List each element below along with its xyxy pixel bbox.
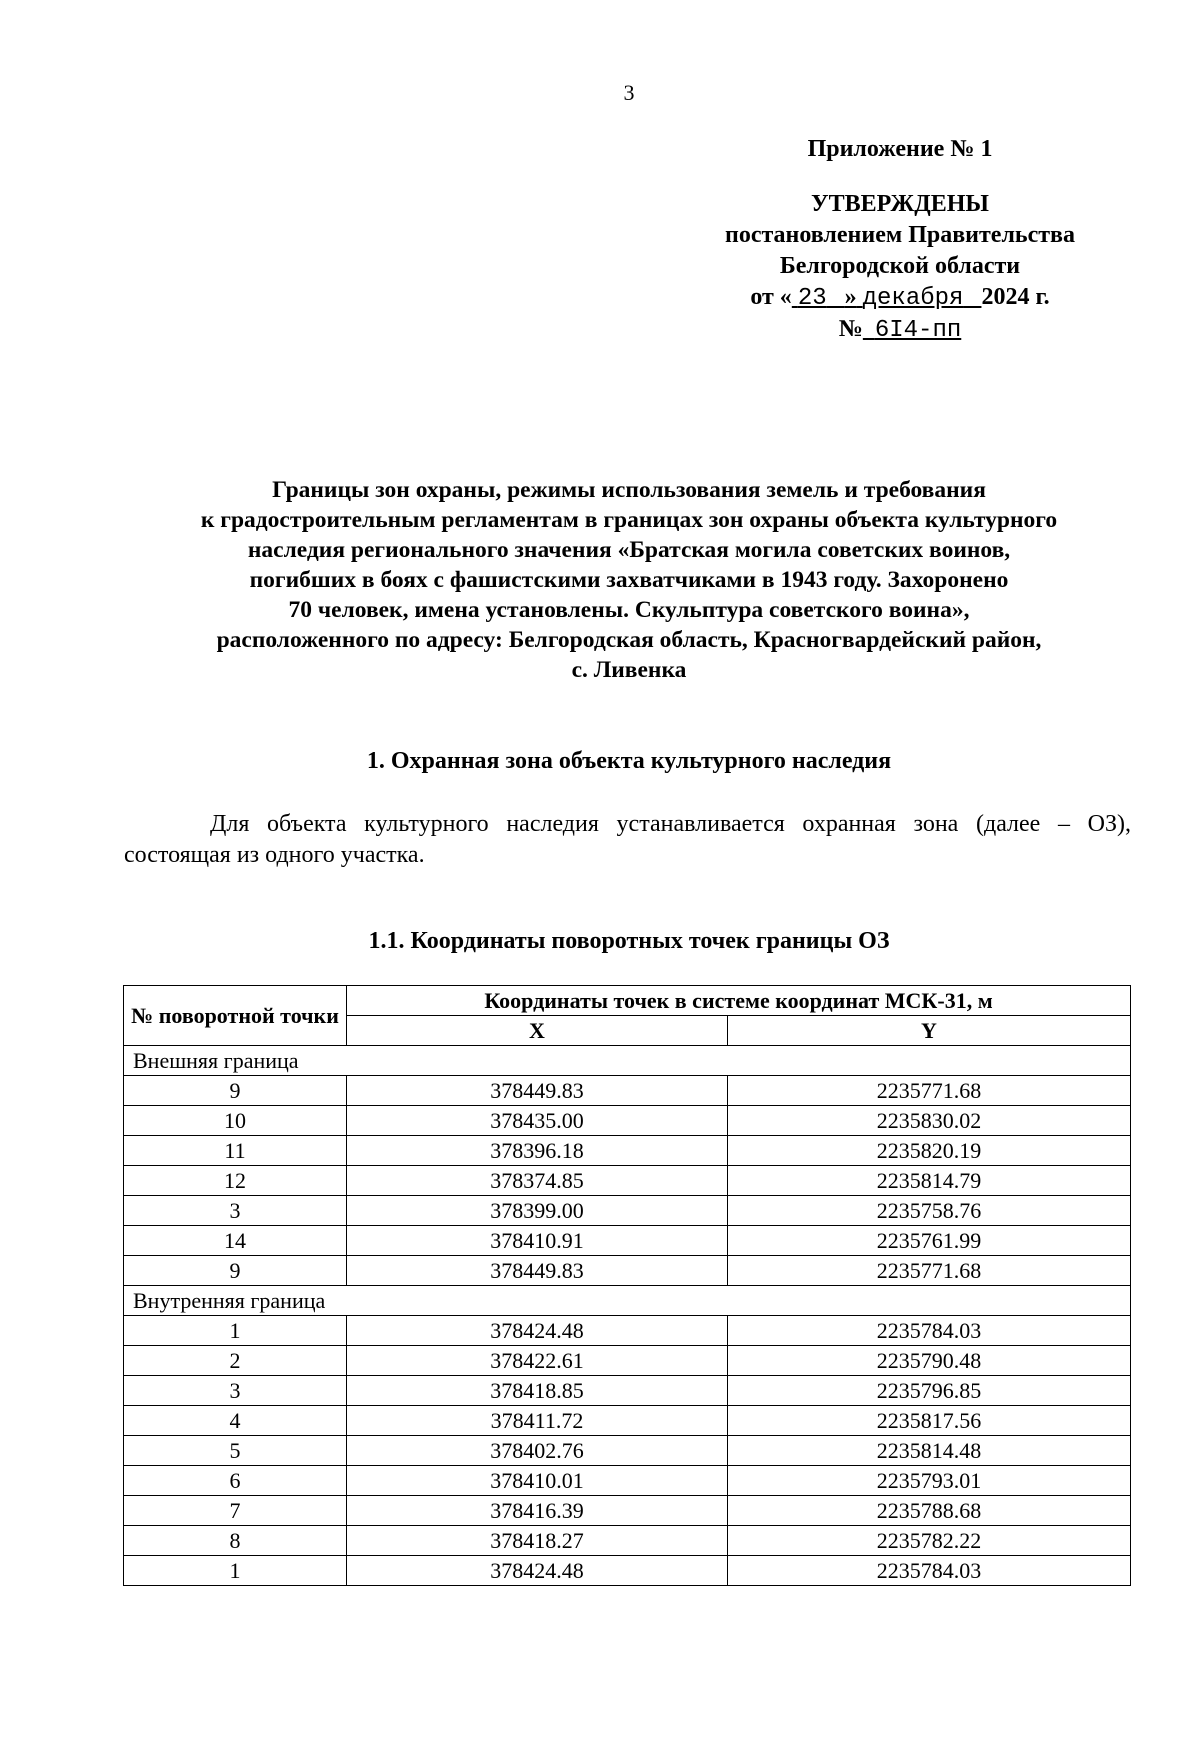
y-coordinate-cell: 2235771.68: [728, 1256, 1131, 1286]
x-coordinate-cell: 378424.48: [347, 1316, 728, 1346]
table-row: [124, 1376, 1131, 1406]
table-group-row: [124, 1286, 1131, 1316]
date-day-field: [792, 284, 982, 310]
body-paragraph: Для объекта культурного наследия устанавливается охранная зона (далее – ОЗ), состоящая из одного участка.: [124, 811, 1131, 868]
table-row: [124, 1076, 1131, 1106]
coordinates-table-body: [124, 1046, 1131, 1586]
point-number-cell: 6: [124, 1466, 347, 1496]
x-coordinate-cell: 378449.83: [347, 1076, 728, 1106]
table-row: [124, 1256, 1131, 1286]
header-y: Y: [728, 1016, 1131, 1046]
y-coordinate-cell: 2235814.48: [728, 1436, 1131, 1466]
approval-number: [680, 314, 1120, 346]
x-coordinate-cell: 378416.39: [347, 1496, 728, 1526]
point-number-cell: 9: [124, 1076, 347, 1106]
subsection-title: 1.1. Координаты поворотных точек границы ОЗ: [368, 928, 890, 954]
header-x: X: [347, 1016, 728, 1046]
coordinates-table: [123, 985, 1131, 1586]
y-coordinate-cell: 2235830.02: [728, 1106, 1131, 1136]
page-number: 3: [623, 80, 635, 105]
annex-label: Приложение № 1: [807, 136, 993, 162]
x-coordinate-cell: 378402.76: [347, 1436, 728, 1466]
point-number-cell: 3: [124, 1196, 347, 1226]
x-coordinate-cell: 378410.91: [347, 1226, 728, 1256]
point-number-cell: 10: [124, 1106, 347, 1136]
number-value: 6I4-пп: [874, 317, 962, 344]
title-line: погибших в боях с фашистскими захватчиками в 1943 году. Захоронено: [249, 567, 1009, 593]
y-coordinate-cell: 2235761.99: [728, 1226, 1131, 1256]
title-line: расположенного по адресу: Белгородская область, Красногвардейский район,: [216, 627, 1042, 653]
point-number-cell: 3: [124, 1376, 347, 1406]
table-row: [124, 1556, 1131, 1586]
date-quote-close: »: [844, 284, 857, 310]
title-line: 70 человек, имена установлены. Скульптура советского воина»,: [288, 597, 970, 623]
group-label: Внешняя граница: [124, 1046, 1131, 1076]
table-group-row: [124, 1046, 1131, 1076]
x-coordinate-cell: 378418.27: [347, 1526, 728, 1556]
approved-label: УТВЕРЖДЕНЫ: [811, 191, 989, 217]
approval-block: [680, 134, 1120, 346]
y-coordinate-cell: 2235782.22: [728, 1526, 1131, 1556]
date-month: декабря: [862, 285, 964, 312]
y-coordinate-cell: 2235771.68: [728, 1076, 1131, 1106]
table-row: [124, 1526, 1131, 1556]
point-number-cell: 7: [124, 1496, 347, 1526]
x-coordinate-cell: 378422.61: [347, 1346, 728, 1376]
y-coordinate-cell: 2235784.03: [728, 1556, 1131, 1586]
point-number-cell: 11: [124, 1136, 347, 1166]
y-coordinate-cell: 2235793.01: [728, 1466, 1131, 1496]
title-line: к градостроительным регламентам в границах зон охраны объекта культурного: [200, 507, 1058, 533]
y-coordinate-cell: 2235814.79: [728, 1166, 1131, 1196]
approval-date: [680, 282, 1120, 314]
y-coordinate-cell: 2235820.19: [728, 1136, 1131, 1166]
header-coordinates: Координаты точек в системе координат МСК-31, м: [347, 986, 1131, 1016]
x-coordinate-cell: 378374.85: [347, 1166, 728, 1196]
point-number-cell: 14: [124, 1226, 347, 1256]
table-row: [124, 1106, 1131, 1136]
x-coordinate-cell: 378411.72: [347, 1406, 728, 1436]
x-coordinate-cell: 378399.00: [347, 1196, 728, 1226]
point-number-cell: 8: [124, 1526, 347, 1556]
approved-by-line1: постановлением Правительства: [724, 222, 1075, 248]
number-prefix: №: [838, 316, 863, 342]
y-coordinate-cell: 2235784.03: [728, 1316, 1131, 1346]
y-coordinate-cell: 2235796.85: [728, 1376, 1131, 1406]
number-field: [863, 316, 961, 342]
document-title: [118, 475, 1140, 685]
title-line: Границы зон охраны, режимы использования земель и требования: [272, 477, 986, 503]
table-row: [124, 1226, 1131, 1256]
point-number-cell: 2: [124, 1346, 347, 1376]
point-number-cell: 4: [124, 1406, 347, 1436]
header-point-number: № поворотной точки: [124, 986, 347, 1046]
point-number-cell: 1: [124, 1316, 347, 1346]
table-row: [124, 1496, 1131, 1526]
point-number-cell: 1: [124, 1556, 347, 1586]
table-row: [124, 1316, 1131, 1346]
y-coordinate-cell: 2235788.68: [728, 1496, 1131, 1526]
x-coordinate-cell: 378410.01: [347, 1466, 728, 1496]
y-coordinate-cell: 2235758.76: [728, 1196, 1131, 1226]
table-row: [124, 1436, 1131, 1466]
x-coordinate-cell: 378435.00: [347, 1106, 728, 1136]
x-coordinate-cell: 378449.83: [347, 1256, 728, 1286]
date-year: 2024 г.: [981, 284, 1050, 310]
point-number-cell: 9: [124, 1256, 347, 1286]
table-row: [124, 1196, 1131, 1226]
y-coordinate-cell: 2235817.56: [728, 1406, 1131, 1436]
x-coordinate-cell: 378418.85: [347, 1376, 728, 1406]
point-number-cell: 12: [124, 1166, 347, 1196]
y-coordinate-cell: 2235790.48: [728, 1346, 1131, 1376]
approved-by-line2: Белгородской области: [779, 253, 1021, 279]
table-row: [124, 1346, 1131, 1376]
point-number-cell: 5: [124, 1436, 347, 1466]
table-row: [124, 1406, 1131, 1436]
date-prefix: от «: [750, 284, 792, 310]
table-row: [124, 1466, 1131, 1496]
title-line: с. Ливенка: [571, 657, 687, 683]
table-row: [124, 1166, 1131, 1196]
date-day: 23: [797, 285, 827, 312]
x-coordinate-cell: 378396.18: [347, 1136, 728, 1166]
section-title: 1. Охранная зона объекта культурного наследия: [366, 748, 892, 774]
x-coordinate-cell: 378424.48: [347, 1556, 728, 1586]
table-row: [124, 1136, 1131, 1166]
title-line: наследия регионального значения «Братская могила советских воинов,: [247, 537, 1011, 563]
group-label: Внутренняя граница: [124, 1286, 1131, 1316]
